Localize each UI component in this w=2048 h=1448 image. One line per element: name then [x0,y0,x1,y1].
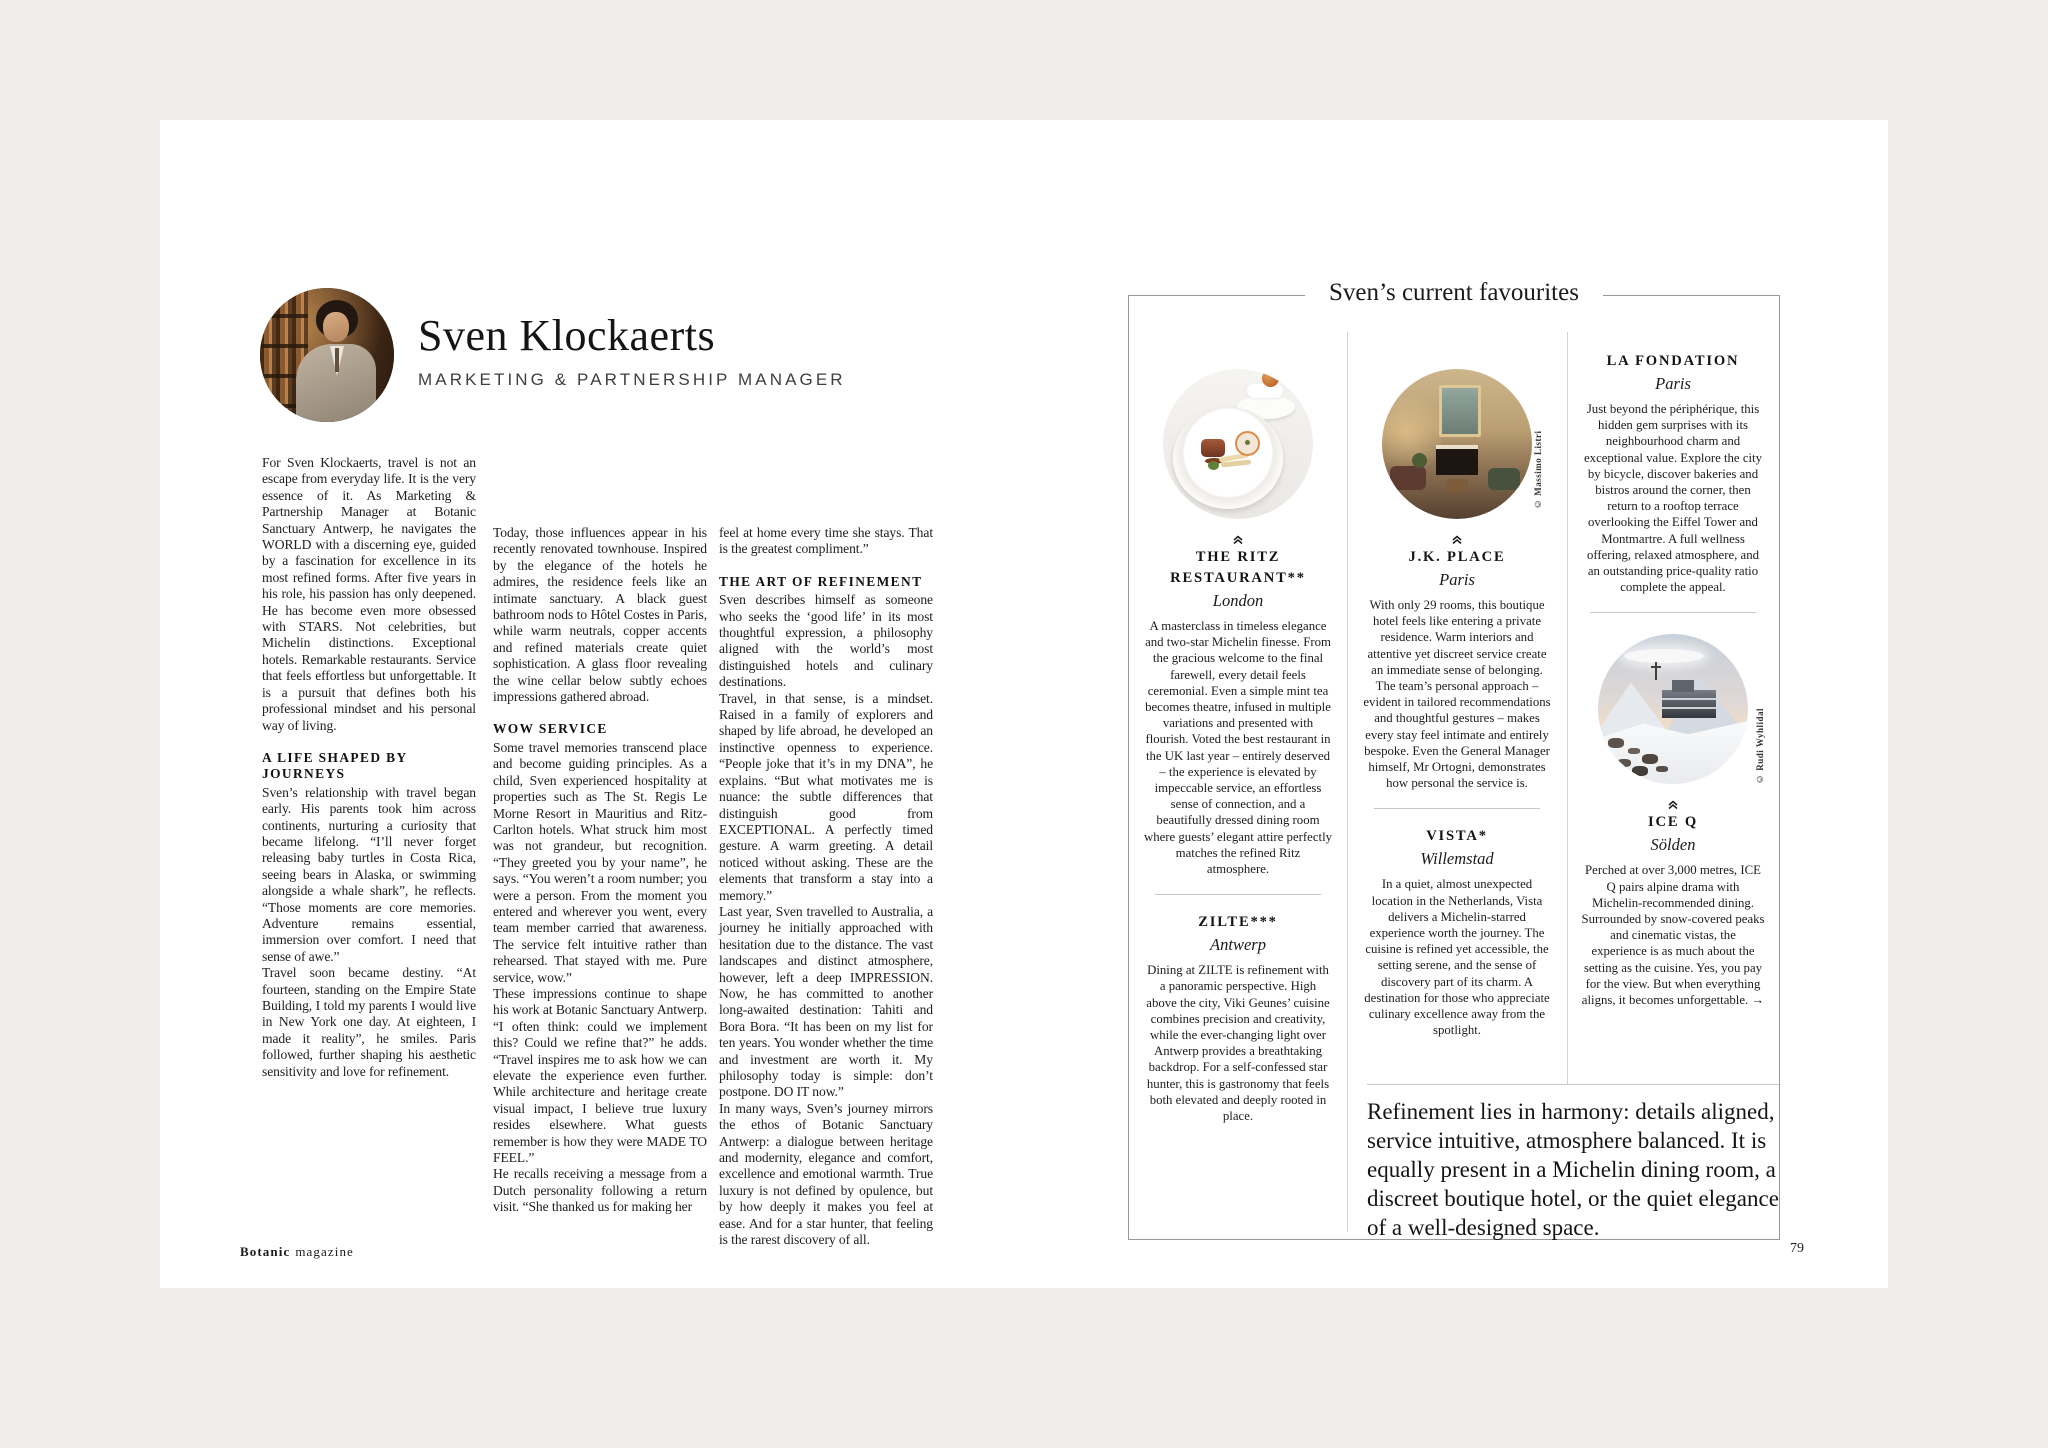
entry-name: LA FONDATION [1606,353,1740,369]
photo-art [1412,453,1427,468]
paragraph: Travel soon became destiny. “At fourteen, standing on the Empire State Building, I told my parents I would live in New York one day. At eighteen, I made it reality”, he smiles. Paris followed, further shaping his aesthetic sensitivity and love for refinement. [262,965,476,1079]
photo-art [1201,439,1225,457]
paragraph: He recalls receiving a message from a Dutch personality following a return visit. “She thanked us for making her [493,1166,707,1215]
photo-art [1208,461,1219,470]
paragraph: Today, those influences appear in his recently renovated townhouse. Inspired by the elegance of the hotels he admires, the residence feels like an intimate sanctuary. A black guest bathroom nods to Hôtel Costes in Paris, while warm neutrals, copper accents and refined materials create quiet sophistication. A glass floor revealing the wine cellar below subtly echoes impressions gathered abroad. [493,525,707,705]
photo-art [1235,431,1260,456]
portrait-tie-art [335,348,339,372]
column-divider [1347,332,1348,1232]
paragraph: Sven describes himself as someone who seeks the ‘good life’ in its most thoughtful expression, a philosophy aligned with the world’s most distinguished hotels and culinary destinations. [719,592,933,690]
photo-art [1662,707,1716,709]
entry-place: Antwerp [1210,935,1266,955]
separator [1374,808,1540,809]
favourites-column-1 [1143,369,1333,1124]
entry-name: VISTA* [1426,828,1488,845]
entry-name: J.K. PLACE [1408,549,1506,565]
entry-text: Just beyond the périphérique, this hidden gem surprises with its neighbourhood charm and exceptional value. Explore the city by bicycle, discover bakeries and bistros around the corner, then return to a rooftop terrace overlooking the Eiffel Tower and Montmartre. A full wellness offering, relaxed atmosphere, and an outstanding price-quality ratio complete the appeal. [1583,402,1763,595]
photo-art [1672,680,1694,692]
favourites-column-3 [1581,351,1765,1008]
photo-art [1390,466,1426,490]
separator [1367,1084,1779,1085]
favourites-panel [1128,279,1780,1240]
photo-art [1655,662,1657,680]
portrait-face-art [323,312,349,342]
feature-header [418,312,846,390]
page-number: 79 [1790,1241,1804,1256]
favourites-title: Sven’s current favourites [1305,279,1603,307]
entry-place: Paris [1655,374,1691,393]
article-column-2 [493,525,707,1216]
section-heading: A LIFE SHAPED BY JOURNEYS [262,749,408,782]
paragraph: For Sven Klockaerts, travel is not an escape from everyday life. It is the very essence of it. As Marketing & Partnership Manager at Botanic Sanctuary Antwerp, he navigates the WORLD with a discerning eye, guided by a fascination for excellence in its most refined forms. After five years in his role, his passion has only deepened. He has become even more obsessed with STARS. Not celebrities, but Michelin distinctions. Exceptional hotels. Remarkable restaurants. Service that feels effortless but unforgettable. It is a pursuit that defines both his professional mindset and his personal way of living. [262,455,476,733]
photo-art [1247,384,1283,398]
portrait-photo [260,288,394,422]
photo-art [1608,738,1624,748]
entry-name: ZILTE*** [1198,914,1278,931]
photo-art [1262,370,1279,387]
entry-place: Paris [1439,570,1475,589]
entry-name: THE RITZ RESTAURANT** [1170,549,1306,586]
profile-role: MARKETING & PARTNERSHIP MANAGER [418,370,846,389]
entry-text: Dining at ZILTE is refinement with a panoramic perspective. High above the city, Viki Geunes’ cuisine combines precision and creativity, while the ever-changing light over Antwerp provides a breathtaking backdrop. For a self-confessed star hunter, this is gastronomy that feels both elevated and deeply rooted in place. [1146,963,1330,1124]
magazine-footer [240,1244,354,1260]
article-column-1 [262,455,476,1080]
separator [1590,612,1756,613]
entry-text: With only 29 rooms, this boutique hotel feels like entering a private residence. Warm interiors and attentive yet discreet service create an immediate sense of belonging. The team’s personal approach – evident in tailored recommendations and thoughtful gestures – makes every stay feel intimate and entirely bespoke. Even the General Manager himself, Mr Ortogni, demonstrates how personal the service is. [1363,598,1551,791]
paragraph: In many ways, Sven’s journey mirrors the ethos of Botanic Sanctuary Antwerp: a dialogue between heritage and modernity, elegance and comfort, excellence and emotional warmth. True luxury is not defined by opulence, but by how deeply it makes you feel at ease. And for a star hunter, that feeling is the rarest discovery of all. [719,1100,933,1248]
page-title: Sven Klockaerts [418,311,716,360]
entry-name: ICE Q [1648,814,1698,831]
photo-art [1439,385,1481,437]
section-heading: WOW SERVICE [493,721,608,737]
double-chevron-up-icon [1451,532,1463,542]
paragraph: Some travel memories transcend place and become guiding principles. As a child, Sven experienced hospitality at properties such as The St. Regis Le Morne Resort in Mauritius and Ritz-Carlton hotels. What struck him most was not grandeur, but recognition. “They greeted you by your name”, he says. “You weren’t a room number; you were a person. From the moment you entered and wherever you went, every team member carried that awareness. The service felt intuitive rather than rehearsed. That stayed with me. Pure service, wow.” [493,739,707,985]
section-heading: THE ART OF REFINEMENT [719,573,923,589]
ice-q-photo [1598,634,1748,784]
entry-place: Willemstad [1420,849,1494,869]
photo-art [1488,468,1520,490]
entry-text: A masterclass in timeless elegance and two-star Michelin finesse. From the gracious welcome to the final farewell, every detail feels ceremonial. Even a simple mint tea becomes theatre, infused in multiple variations and presented with flourish. Voted the best restaurant in the UK last year – entirely deserved – the experience is elevated by impeccable service, an effortless sense of connection, and a beautifully dressed dining room where guests’ elegant attire perfectly matches the refined Ritz atmosphere. [1143,619,1333,877]
photo-art [1436,445,1478,475]
entry-place: London [1212,591,1264,610]
footer-brand-suffix: magazine [295,1244,354,1259]
jk-place-photo [1382,369,1532,519]
separator [1155,894,1321,895]
photo-art [1662,698,1716,700]
paragraph: Travel, in that sense, is a mindset. Raised in a family of explorers and shaped by life abroad, he developed an instinctive openness to experience. “People joke that it’s in my DNA”, he explains. “But what motivates me is nuance: the subtle differences that distinguish good from EXCEPTIONAL. A perfectly timed gesture. A warm greeting. A detail noticed without asking. These are the elements that transform a stay into a memory.” [719,690,933,903]
photo-art [1446,479,1468,492]
double-chevron-up-icon [1232,532,1244,542]
paragraph: Last year, Sven travelled to Australia, a journey he initially approached with hesitation due to the distance. The vast landscapes and distinct atmosphere, however, left a deep IMPRESSION. Now, he has committed to another long-awaited destination: Tahiti and Bora Bora. “It has been on my list for ten years. You wonder whether the time and investment are worth it. My philosophy today is simple: don’t postpone. DO IT now.” [719,903,933,1100]
entry-text: In a quiet, almost unexpected location in the Netherlands, Vista delivers a Michelin-starred experience worth the journey. The cuisine is refined yet accessible, the setting serene, and the sense of discovery part of its charm. A destination for those who appreciate culinary excellence away from the spotlight. [1364,877,1550,1038]
article-column-3 [719,525,933,1248]
paragraph: feel at home every time she stays. That is the greatest compliment.” [719,525,933,557]
paragraph: Sven’s relationship with travel began early. His parents took him across continents, nurturing a curiosity that became lifelong. “I’ll never forget releasing baby turtles in Costa Rica, seeing bears in Alaska, or swimming alongside a whale shark”, he reflects. “Those moments are core memories. Adventure remains essential, immersion over comfort. I need that sense of awe.” [262,784,476,964]
pull-quote: Refinement lies in harmony: details aligned, service intuitive, atmosphere balanced. It is equally present in a Michelin dining room, a discreet boutique hotel, or the quiet elegance of a well-designed space. [1367,1099,1779,1240]
entry-place: Sölden [1650,835,1696,855]
paragraph: These impressions continue to shape his work at Botanic Sanctuary Antwerp. “I often think: could we implement this? Could we refine that?” he adds. “Travel inspires me to ask how we can elevate the experience even further. While architecture and heritage create visual impact, I believe true luxury resides elsewhere. What guests remember is how they were MADE TO FEEL.” [493,985,707,1166]
double-chevron-up-icon [1667,797,1679,807]
photo-art [1662,690,1716,718]
footer-brand-name: Botanic [240,1244,291,1259]
photo-art [1245,440,1250,445]
favourites-column-2 [1361,369,1553,1038]
photo-art [1651,666,1661,668]
photo-credit: © Massimo Listri [1533,430,1543,509]
magazine-page [160,120,1888,1288]
ritz-dish-photo [1163,369,1313,519]
column-divider [1567,332,1568,1084]
entry-text: Perched at over 3,000 metres, ICE Q pairs alpine drama with Michelin-recommended dining. Surrounded by snow-covered peaks and cinematic vistas, the experience is as much about the setting as the cuisine. Yes, you pay for the view. But when everything aligns, it becomes unforgettable. → [1581,863,1765,1008]
photo-credit: © Rudi Wyhlidal [1755,707,1765,784]
